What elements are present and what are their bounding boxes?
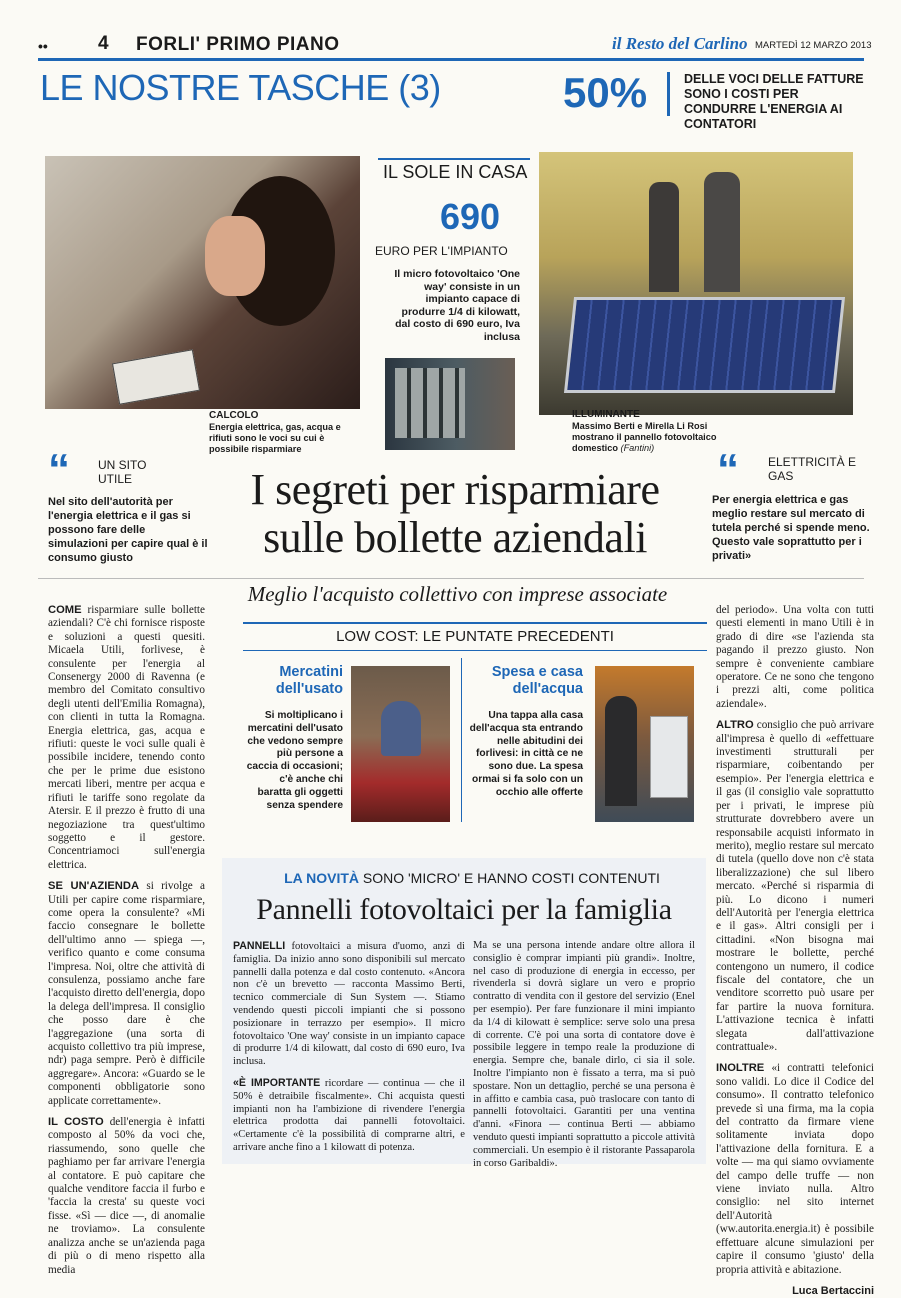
meters-photo [385,358,515,450]
flea-market-photo [351,666,450,822]
sun-box-number: 690 [440,196,501,237]
novita-column-1 [233,940,465,1163]
illum-caption-body: Massimo Berti e Mirella Li Rosi mostrano il pannello fotovoltaico domestico [572,421,717,453]
right-p3-body: «i contratti telefonici sono validi. Lo dice il Codice del consumo». Il contratto telefonico prevede sì una firma, ma la copia del contratto da firmare viene solitamente inviata dopo l'attivazione della fornitura. E a volte — ma qui siamo ovviamente del campo delle truffe — non viene inviato nulla. Altro consiglio: nel sito internet dell'Autorità (ww.autorita.energia.it) è possibile effettuare alcune simulazioni per capire il consumo 'giusto' della propria attività e abitazione. [716,1062,874,1276]
right-quote-text: Per energia elettrica e gas meglio restare sul mercato di tutela perché si spende meno. Questo vale soprattutto per i privati» [712,494,870,562]
page-number: 4 [98,33,109,54]
left-p3-lead: IL COSTO [48,1116,104,1129]
solar-panel-photo [539,152,853,415]
right-p2-body: consiglio che può arrivare all'impresa è quello di «effettuare investimenti strutturali per risparmiare, coibentando per esempio». Per l'energia elettrica e il gas (il consiglio vale soprattutto per i privati, le imprese più strutturate dovrebbero avere un responsabile acquisti informato in merito), meglio restare sul mercato di tutela (quello dove non c'è stata liberalizzazione) che sul libero mercato. «Perché si risparmia di più. Lo dicono i numeri dell'Autorità per l'energia elettrica e il gas». Altri consigli per i cittadini. «Non bisogna mai mostrare le bollette, perché contengono un numero, il codice fiscale del contatore, che un venditore scorretto può usare per far partire la nuova fornitura. L'attivazione tecnica è infatti slegata dall'attivazione contrattuale». [716,719,874,1053]
left-quote-text: Nel sito dell'autorità per l'energia elettrica e il gas si possono fare delle simulazioni per capire qual è il consumo giusto [48,496,208,564]
right-article-column [716,604,874,1298]
sun-box-text: Il micro fotovoltaico 'One way' consiste in un impianto capace di produrre 1/4 di kilowatt, dal costo di 690 euro, Iva inclusa [394,268,520,343]
right-quote-title: ELETTRICITÀ E GAS [768,455,857,483]
subheadline: Meglio l'acquisto collettivo con imprese associate [247,582,668,606]
left-p2-body: si rivolge a Utili per capire come risparmiare, come opera la consulente? «Mi faccio consegnare le bollette dell'ultimo anno — spiega —, verifico quanto e come consuma l'impresa. Noi, oltre che attività di consulenza, possiamo anche fare l'acquisto diretto dell'energia, dopo la delega dell'impresa. Il consiglio che posso dare è che l'aggregazione (una sorta di acquisto collettivo tra più imprese, ndr) paga sempre. Però è difficile aggregare». Ancora: «Guardo se le componenti obbligatorie sono applicate correttamente». [48,880,205,1107]
illum-caption-title: ILLUMINANTE [572,409,640,420]
left-paragraph-1 [48,604,205,872]
lowcost-right-text: Una tappa alla casa dell'acqua sta entrando nelle abitudini dei forlivesi: in città ce ne sono due. La spesa ormai si fa solo con un occhio alle offerte [469,710,583,798]
calculator-shape [112,349,200,405]
water-house-photo [595,666,694,822]
novita-column-2 [473,940,695,1178]
right-p3-lead: INOLTRE [716,1062,765,1075]
header-rule [38,58,864,61]
novita-kicker [262,870,682,886]
stat-text: DELLE VOCI DELLE FATTURE SONO I COSTI PER CONDURRE L'ENERGIA AI CONTATORI [684,72,864,131]
headline-line-2: sulle bollette aziendali [263,513,647,562]
right-paragraph-3 [716,1062,874,1277]
header-marker: •• [38,38,48,54]
left-article-column [48,604,205,1285]
man-with-bottles-figure [605,696,637,806]
lowcost-rule [243,622,707,624]
photo-credit: (Fantini) [620,443,655,453]
left-p1-body: risparmiare sulle bollette aziendali? C'è chi fornisce risposte e soluzioni a questi quesiti. Micaela Utili, forlivese, è consulente per l'energia al Consenergy 2000 di Ravenna (e membro del Comitato consultivo degli utenti dell'Emilia Romagna), con clienti in tutta la Romagna. Energia elettrica, gas, acqua e rifiuti: queste le voci sulle quali è possibile incidere, tenendo conto che per le prime due esistono mercati liberi, mentre per acqua e rifiuti le tariffe sono regolate da Atersir. E il prezzo è frutto di una negoziazione tra quest'ultimo soggetto e il gestore. Concentriamoci sull'energia elettrica. [48,604,205,871]
novita-p1-body: fotovoltaici a misura d'uomo, anzi di famiglia. Da inizio anno sono disponibili sul mercato pannelli dalla potenza e dal costo contenuto. «Ancora non c'è un brevetto — racconta Massimo Berti, tecnico commerciale di Sun System —. Stiamo vendendo questi piccoli impianti che si possono posizionare in terrazzo per esempio». Il micro fotovoltaico 'One way' consiste in un impianto capace di produrre 1/4 di kilowatt, dal costo di 690 euro, Iva inclusa. [233,941,465,1068]
stat-divider [667,72,670,116]
right-paragraph-2 [716,719,874,1054]
water-dispenser-shape [650,716,688,798]
meters-shape [395,368,465,438]
section-label: FORLI' PRIMO PIANO [136,34,340,55]
lowcost-divider [461,658,462,822]
novita-kicker-rest: SONO 'MICRO' E HANNO COSTI CONTENUTI [362,870,660,886]
left-paragraph-2 [48,880,205,1108]
sun-box-unit: EURO PER L'IMPIANTO [375,244,508,258]
right-p2-lead: ALTRO [716,719,754,732]
left-paragraph-3 [48,1116,205,1277]
masthead-logo: il Resto del Carlino [612,34,748,53]
novita-p2-body: ricordare — continua — che il 50% è detraibile fiscalmente». Chi acquista questi impianti non ha l'ambizione di rivendere l'energia elettrica prodotta dai pannelli fotovoltaici. «Certamente c'è la possibilità di comprarne altri, e arrivare anche fino a 1 kilowatt di potenza. [233,1077,465,1153]
sun-box-title: IL SOLE IN CASA [383,162,528,182]
lowcost-right-heading: Spesa e casa dell'acqua [491,664,583,697]
calc-caption-text: Energia elettrica, gas, acqua e rifiuti sono le voci su cui è possibile risparmiare [209,422,341,454]
novita-paragraph-1 [233,940,465,1069]
byline: Luca Bertaccini [792,1284,874,1297]
illum-caption-text [572,421,722,454]
novita-p2-lead: «È IMPORTANTE [233,1076,321,1089]
left-p2-lead: SE UN'AZIENDA [48,880,140,893]
novita-paragraph-2 [233,1077,465,1155]
stat-percent: 50% [563,69,648,116]
lowcost-rule-bottom [243,650,707,651]
section-divider [38,578,864,579]
left-p1-lead: COME [48,604,82,616]
left-quote-icon: “ [48,445,70,494]
novita-paragraph-3: Ma se una persona intende andare oltre allora il consiglio è comprar impianti più grandi». Inoltre, nel caso di produzione di energia in eccesso, per rivenderla si dovrà siglare un vero e proprio contratto di vendita con il gestore del servizio (Enel per esempio). Per fare funzionare il mini impianto da 1/4 di kilowatt è semplice: serve solo una presa di corrente. C'è poi una sorta di contatore dove è possibile leggere in tempo reale la produzione di energia. Sempre che, banale dirlo, ci sia il sole. Inoltre l'impianto non è fissato a terra, ma si può spostare. Non un dettaglio, perché se una persona è in affitto e cambia casa, può traslocare con tanto di pannelli fotovoltaici. Garantiti per una ventina d'anni. «Finora — continua Berti — abbiamo venduto questi impianti soprattutto a piccole attività commerciali. Un esempio è il ristorante Passaparola in corso Garibaldi». [473,940,695,1169]
issue-date: MARTEDÌ 12 MARZO 2013 [755,40,872,51]
calculator-photo [45,156,360,409]
left-p3-body: dell'energia è infatti composto al 50% da voci che, riassumendo, sono quelle che paghiamo per far arrivare l'energia al contatore. E può capitare che qualche venditore faccia il furbo e 'faccia la cresta' su queste voci fisse. «Sì — dice —, di anomalie ne troviamo». La consulente analizza anche se un'azienda paga di più o di meno rispetto alla media [48,1116,205,1276]
novita-headline: Pannelli fotovoltaici per la famiglia [256,893,672,926]
lowcost-left-text: Si moltiplicano i mercatini dell'usato che vedono sempre più persone a caccia di occasioni; c'è anche chi baratta gli oggetti senza spendere [246,710,343,811]
main-headline [210,466,700,562]
solar-panel-shape [564,297,845,393]
woman-figure [649,182,679,292]
novita-p1-lead: PANNELLI [233,940,286,952]
calc-caption-title: CALCOLO [209,410,259,421]
man-figure [704,172,740,292]
right-paragraph-1: del periodo». Una volta con tutti questi elementi in mano Utili è in grado di dire «se l'azienda sta pagando il prezzo giusto. Non sempre è conveniente cambiare operatore. Ce ne sono che tengono i prezzi alti, come politica aziendale». [716,604,874,710]
lowcost-left-heading: Mercatini dell'usato [275,664,343,697]
headline-line-1: I segreti per risparmiare [250,465,660,514]
vendor-figure [381,701,421,756]
left-quote-title: UN SITO UTILE [98,458,147,486]
face-shape [205,216,265,296]
series-title: LE NOSTRE TASCHE (3) [40,67,441,108]
novita-kicker-blue: LA NOVITÀ [284,870,359,886]
right-quote-icon: “ [717,445,739,494]
lowcost-title: LOW COST: LE PUNTATE PRECEDENTI [336,628,614,645]
